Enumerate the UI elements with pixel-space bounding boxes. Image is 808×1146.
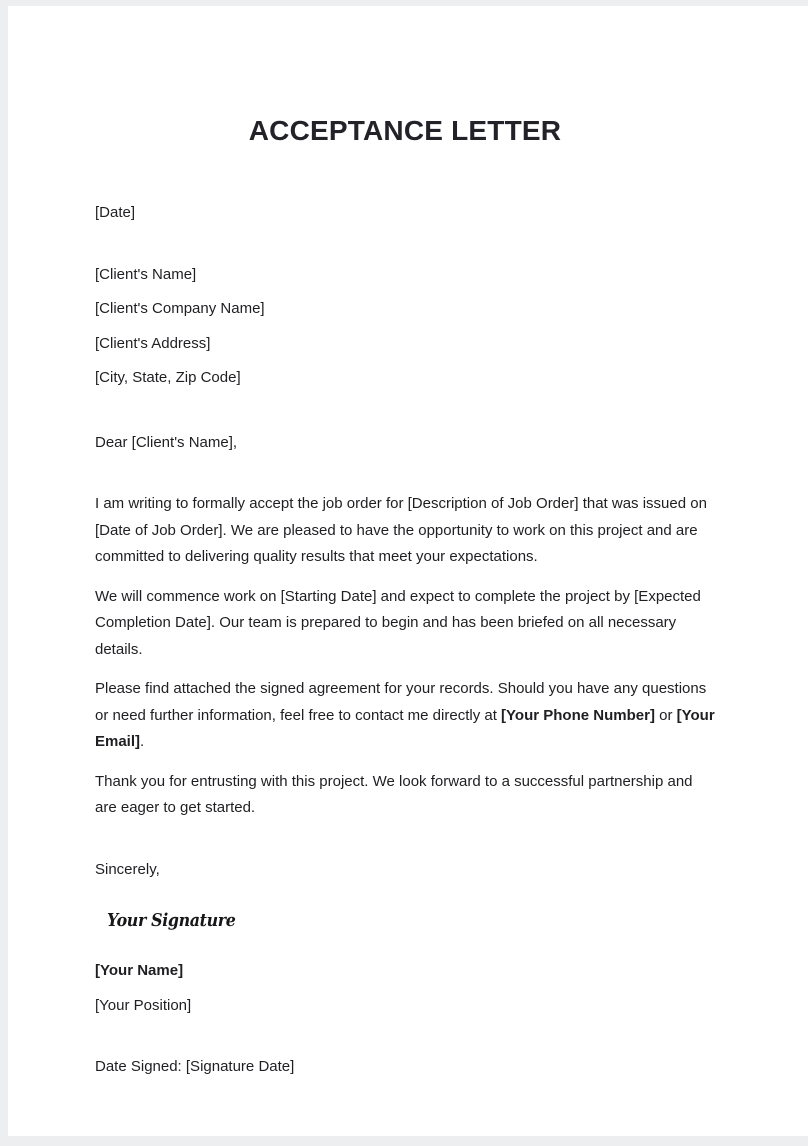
signer-position: [Your Position] <box>95 996 192 1014</box>
paragraph-contact-conjunction: or <box>654 706 677 724</box>
paragraph-contact <box>95 676 715 756</box>
paragraph-thanks: Thank you for entrusting with this project. We look forward to a successful partnership and are eager to get started. <box>95 772 693 816</box>
recipient-name: [Client's Name] <box>95 265 197 283</box>
letter-body-paragraphs <box>95 491 715 822</box>
salutation: Dear [Client's Name], <box>95 433 238 451</box>
letter-page <box>8 6 808 1136</box>
recipient-city-state-zip: [City, State, Zip Code] <box>95 369 241 386</box>
paragraph-acceptance: I am writing to formally accept the job order for [Description of Job Order] that was issued on [Date of Job Order]. We are pleased to have the opportunity to work on this project and are committed to delivering quality results that meet your expectations. <box>95 495 707 565</box>
page-title: ACCEPTANCE LETTER <box>248 115 562 146</box>
document-body <box>95 6 715 1081</box>
recipient-company: [Client's Company Name] <box>95 300 265 317</box>
paragraph-contact-lead: Please find attached the signed agreement for your records. Should you have any questions or need further information, feel free to contact me directly at <box>95 680 707 724</box>
recipient-address: [Client's Address] <box>95 334 211 352</box>
date-placeholder: [Date] <box>95 204 136 221</box>
signer-name: [Your Name] <box>95 962 184 979</box>
paragraph-contact-end: . <box>140 733 145 750</box>
phone-placeholder: [Your Phone Number] <box>501 706 655 724</box>
email-placeholder: [Your Email] <box>95 706 715 750</box>
paragraph-timeline: We will commence work on [Starting Date] and expect to complete the project by [Expected Completion Date]. Our team is prepared to begin and has been briefed on all necessary details. <box>95 587 701 658</box>
closing-salutation: Sincerely, <box>95 860 160 878</box>
date-signed: Date Signed: [Signature Date] <box>95 1058 295 1075</box>
recipient-address-block <box>95 262 715 392</box>
handwritten-signature: Your Signature <box>107 910 236 931</box>
